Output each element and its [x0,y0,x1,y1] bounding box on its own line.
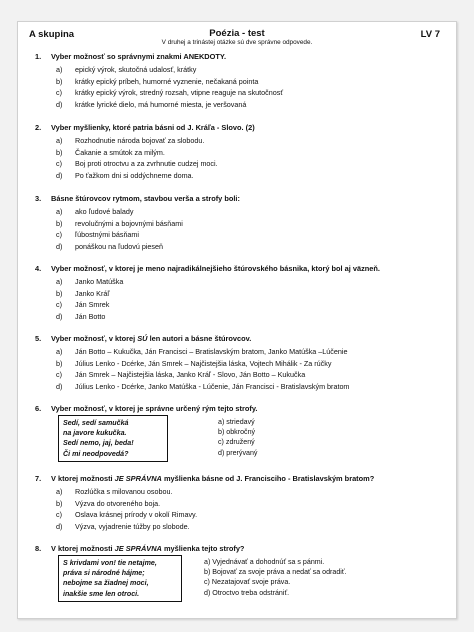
option-text: Čakanie a smútok za milým. [75,147,165,157]
question-7 [18,473,456,532]
question-3 [18,193,456,252]
option-text: Janko Kráľ [75,288,110,298]
option-text: Výzva, vyjadrenie túžby po slobode. [75,521,190,531]
group-label: A skupina [29,29,75,40]
option-a [18,64,456,76]
question-text: Vyber možnosť, v ktorej SÚ len autori a básne štúrovcov. [51,334,252,343]
option-text: revolučnými a bojovnými básňami [75,218,183,228]
option-text: Július Lenko - Dcérke, Janko Matúška - Lúčenie, Ján Francisci - Bratislavským bratom [75,381,350,391]
option-text: ľúbostnými básňami [75,230,140,239]
option-a [18,346,456,358]
poem-line: nebojme sa žiadnej moci, [63,579,149,588]
poem-box [58,555,182,602]
option-text: Július Lenko - Dcérke, Ján Smrek – Najčistejšia láska, Vojtech Mihálik - Za rúčky [75,358,332,368]
option-letter: c) [56,159,62,168]
option-text: Po ťažkom dni si oddýchneme doma. [75,170,194,180]
option-letter: d) [56,241,63,251]
option-text: ako ľudové balady [75,207,134,216]
option-a [18,276,456,288]
option-letter: b) [56,358,63,368]
option-a [18,135,456,147]
question-8 [18,543,456,554]
option-letter: a) [56,277,63,286]
option-letter: c) [56,300,62,309]
option-d [18,381,456,393]
test-title: Poézia - test [209,28,265,39]
option-text: krátky epický výrok, stredný rozsah, vtipne reaguje na skutočnosť [75,88,284,97]
option-c [18,229,456,241]
option-d [18,521,456,533]
question-number: 3. [35,194,42,203]
option-c [18,87,456,99]
option-text: Rozhodnutie národa bojovať za slobodu. [75,136,205,145]
option-d: d) prerývaný [218,448,258,457]
answer-options [204,557,346,598]
option-text: Janko Matúška [75,277,124,286]
poem-line: Či mi neodpovedá? [63,449,129,458]
option-a [18,486,456,498]
poem-line: S krivdami von! tie netajme, [63,559,157,567]
option-letter: b) [56,498,63,508]
option-d [18,170,456,182]
option-c [18,509,456,521]
option-letter: d) [56,99,63,109]
option-b [18,498,456,510]
question-1 [18,51,456,110]
question-5 [18,333,456,392]
option-letter: b) [56,218,63,228]
option-letter: d) [56,381,63,391]
option-text: Ján Smrek – Najčistejšia láska, Janko Kráľ - Slovo, Ján Botto – Kukučka [75,370,306,379]
option-text: Ján Botto – Kukučka, Ján Francisci – Bratislavským bratom, Janko Matúška –Lúčenie [75,347,348,356]
question-text: Vyber možnosť, v ktorej je správne určený rým tejto strofy. [51,404,258,413]
option-b [18,288,456,300]
option-text: krátke lyrické dielo, má humorné miesta, je veršovaná [75,99,247,109]
option-text: Oslava krásnej prírody v okolí Rimavy. [75,510,198,519]
question-6 [18,403,456,414]
poem-line: Sedí nemo, jaj, beda! [63,439,134,448]
option-b [18,218,456,230]
instructions: V druhej a trinástej otázke sú dve správne odpovede. [161,39,313,46]
question-number: 4. [35,264,42,273]
option-letter: a) [56,207,63,216]
option-letter: b) [56,288,63,298]
question-number: 1. [35,52,42,61]
option-d [18,311,456,323]
option-text: Výzva do otvoreného boja. [75,498,161,508]
option-letter: a) [56,136,63,145]
answer-options [218,417,257,458]
option-text: Ján Smrek [75,300,110,309]
option-letter: c) [56,230,62,239]
option-a [18,206,456,218]
question-4 [18,263,456,322]
option-b [18,358,456,370]
question-text: Básne štúrovcov rytmom, stavbou verša a strofy boli: [51,194,240,203]
option-b: b) obkročný [218,428,256,437]
poem-box [58,415,168,462]
option-letter: a) [56,65,63,74]
option-letter: d) [56,311,63,321]
option-d [18,241,456,253]
poem-line: inakšie sme len otroci. [63,589,140,598]
question-text: Vyber myšlienky, ktoré patria básni od J. Kráľa - Slovo. (2) [51,123,255,132]
option-letter: c) [56,88,62,97]
option-text: krátky epický príbeh, humorné vyznenie, nečakaná pointa [75,76,259,86]
poem-line: na javore kukučka. [63,429,127,438]
question-number: 6. [35,404,42,413]
option-d: d) Otroctvo treba odstrániť. [204,588,290,597]
option-letter: b) [56,76,63,86]
option-c: c) Nezatajovať svoje práva. [204,578,291,587]
question-text: V ktorej možnosti JE SPRÁVNA myšlienka básne od J. Francisciho - Bratislavským bratom? [51,474,375,483]
option-text: Boj proti otroctvu a za zvrhnutie cudzej moci. [75,159,218,168]
option-c [18,369,456,381]
class-code: LV 7 [420,29,440,40]
option-letter: c) [56,510,62,519]
option-letter: b) [56,147,63,157]
option-c: c) združený [218,438,255,447]
question-number: 2. [35,123,42,132]
poem-line: Sedí, sedí samučká [63,419,129,427]
worksheet-page [17,21,457,619]
option-letter: c) [56,370,62,379]
option-letter: a) [56,347,63,356]
question-text: V ktorej možnosti JE SPRÁVNA myšlienka tejto strofy? [51,544,245,553]
option-b: b) Bojovať za svoje práva a nedať sa odradiť. [204,568,347,577]
option-b [18,76,456,88]
question-text: Vyber možnosť so správnymi znakmi ANEKDOTY. [51,52,227,61]
option-text: Rozlúčka s milovanou osobou. [75,487,173,496]
option-a: a) striedavý [218,418,255,426]
option-a: a) Vyjednávať a dohodnúť sa s pánmi. [204,558,325,566]
option-d [18,99,456,111]
question-number: 5. [35,334,42,343]
option-c [18,299,456,311]
question-number: 8. [35,544,42,553]
option-c [18,158,456,170]
worksheet-header [18,22,456,50]
poem-line: práva si národné hájme; [63,569,145,578]
question-text: Vyber možnosť, v ktorej je meno najradikálnejšieho štúrovského básnika, ktorý bol aj väzneň. [51,264,380,273]
option-text: epický výrok, skutočná udalosť, krátky [75,65,197,74]
option-letter: d) [56,521,63,531]
question-number: 7. [35,474,42,483]
option-text: Ján Botto [75,311,106,321]
option-letter: a) [56,487,63,496]
question-2 [18,122,456,181]
option-text: ponáškou na ľudovú pieseň [75,241,164,251]
option-b [18,147,456,159]
option-letter: d) [56,170,63,180]
